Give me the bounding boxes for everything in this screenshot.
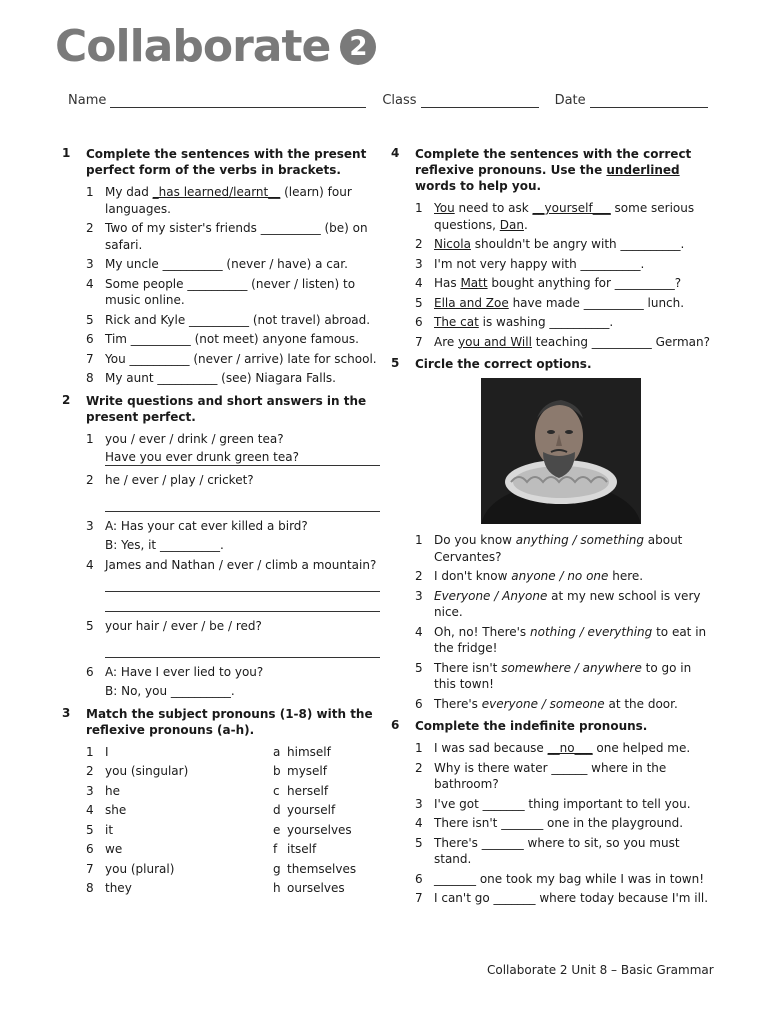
item-number: 6 bbox=[86, 842, 94, 856]
match-row bbox=[86, 841, 380, 858]
list-item bbox=[415, 815, 711, 832]
match-row bbox=[86, 822, 380, 839]
item-number: 1 bbox=[86, 431, 94, 446]
item-number: 1 bbox=[415, 533, 423, 547]
answer-line[interactable] bbox=[105, 641, 380, 658]
item-text bbox=[105, 664, 380, 700]
item-text: I can't go _______ where today because I'm ill. bbox=[434, 891, 709, 905]
list-item bbox=[415, 200, 711, 233]
exercise-5-items bbox=[415, 532, 711, 712]
list-item bbox=[415, 314, 711, 331]
reflexive-pronoun: himself bbox=[287, 744, 331, 759]
item-text bbox=[434, 588, 711, 621]
item-prompt: James and Nathan / ever / climb a mountain? bbox=[105, 557, 377, 572]
reflexive-pronoun: ourselves bbox=[287, 881, 345, 895]
exercise-5-heading bbox=[391, 356, 711, 372]
item-number: 6 bbox=[415, 871, 423, 886]
item-number: 4 bbox=[86, 803, 94, 817]
item-letter: d bbox=[273, 803, 281, 817]
list-item bbox=[415, 275, 711, 292]
item-text: Tim __________ (not meet) anyone famous. bbox=[105, 332, 359, 346]
cervantes-portrait bbox=[481, 378, 641, 524]
exercise-1-items bbox=[86, 184, 380, 387]
list-item bbox=[86, 664, 380, 700]
exercise-number: 6 bbox=[391, 718, 400, 732]
item-text: My uncle __________ (never / have) a car. bbox=[105, 257, 348, 271]
list-item bbox=[415, 624, 711, 657]
subject-pronoun: it bbox=[105, 822, 114, 837]
underlined-word: The cat bbox=[434, 315, 479, 329]
exercise-6-heading bbox=[391, 718, 711, 734]
item-prompt: your hair / ever / be / red? bbox=[105, 619, 262, 633]
item-number: 3 bbox=[415, 796, 423, 811]
instruction-text: words to help you. bbox=[415, 179, 542, 193]
item-text: I'm not very happy with __________. bbox=[434, 256, 645, 271]
item-text: _______ one took my bag while I was in town! bbox=[434, 871, 705, 886]
list-item bbox=[86, 518, 380, 554]
exercise-2-items bbox=[86, 431, 380, 700]
list-item bbox=[86, 331, 380, 348]
date-label: Date bbox=[554, 93, 586, 108]
list-item bbox=[415, 588, 711, 621]
item-text-post: to go in this town! bbox=[434, 660, 692, 691]
example-answer: Have you ever drunk green tea? bbox=[105, 450, 299, 464]
underlined-word: Dan bbox=[499, 217, 524, 232]
list-item bbox=[415, 740, 711, 757]
item-number: 5 bbox=[86, 822, 94, 837]
item-text: Why is there water ______ where in the bathroom? bbox=[434, 760, 667, 791]
name-label: Name bbox=[68, 93, 107, 108]
item-text bbox=[434, 532, 711, 565]
list-item bbox=[415, 660, 711, 693]
item-text bbox=[434, 275, 711, 292]
item-text-post: to eat in the fridge! bbox=[434, 624, 707, 655]
example-answer: __yourself___ bbox=[532, 201, 611, 215]
list-item bbox=[415, 295, 711, 312]
item-number: 3 bbox=[86, 783, 94, 798]
reflexive-pronoun: itself bbox=[287, 842, 317, 856]
item-text: There isn't _______ one in the playground. bbox=[434, 816, 684, 830]
match-row bbox=[86, 744, 380, 761]
item-number: 2 bbox=[415, 760, 423, 775]
item-text bbox=[105, 618, 380, 661]
reflexive-pronoun: yourselves bbox=[287, 822, 352, 837]
item-text bbox=[434, 660, 711, 693]
item-text: Rick and Kyle __________ (not travel) abroad. bbox=[105, 312, 371, 327]
item-letter: b bbox=[273, 764, 281, 778]
list-item bbox=[86, 472, 380, 515]
option-choice[interactable]: Everyone / Anyone bbox=[434, 588, 548, 603]
match-row bbox=[86, 763, 380, 780]
list-item bbox=[415, 236, 711, 253]
item-number: 8 bbox=[86, 371, 94, 385]
item-text-post: shouldn't be angry with __________. bbox=[470, 237, 685, 251]
item-number: 2 bbox=[415, 569, 423, 583]
list-item bbox=[415, 256, 711, 273]
logo-level-badge: 2 bbox=[340, 29, 376, 65]
item-number: 5 bbox=[86, 312, 94, 327]
item-text bbox=[434, 624, 711, 657]
item-text: There's _______ where to sit, so you must stand. bbox=[434, 835, 680, 866]
date-field[interactable] bbox=[590, 93, 708, 108]
list-item bbox=[415, 532, 711, 565]
item-text: My aunt __________ (see) Niagara Falls. bbox=[105, 371, 336, 385]
option-choice[interactable]: everyone / someone bbox=[481, 696, 605, 711]
item-text-post: teaching __________ German? bbox=[531, 334, 711, 349]
item-number: 1 bbox=[415, 201, 423, 215]
item-text-post: have made __________ lunch. bbox=[508, 295, 685, 310]
item-letter: c bbox=[273, 783, 280, 798]
underlined-word: Ella and Zoe bbox=[434, 295, 509, 310]
item-text-post: is washing __________. bbox=[478, 315, 614, 329]
item-number: 7 bbox=[415, 891, 423, 905]
item-text-post: about Cervantes? bbox=[434, 533, 683, 564]
exercise-number: 5 bbox=[391, 356, 400, 370]
item-number: 4 bbox=[415, 816, 423, 830]
reflexive-pronoun: herself bbox=[287, 783, 329, 798]
list-item bbox=[86, 276, 380, 309]
item-number: 4 bbox=[86, 557, 94, 572]
example-answer: __no___ bbox=[547, 741, 593, 755]
underlined-word: Nicola bbox=[434, 237, 471, 251]
item-letter: f bbox=[273, 842, 278, 856]
item-text-pre: Are bbox=[434, 334, 459, 349]
option-choice[interactable]: nothing / everything bbox=[530, 624, 653, 639]
list-item bbox=[415, 760, 711, 793]
portrait-illustration bbox=[481, 378, 641, 524]
item-number: 5 bbox=[415, 660, 423, 675]
item-number: 2 bbox=[415, 237, 423, 251]
option-choice[interactable]: somewhere / anywhere bbox=[501, 660, 642, 675]
list-item bbox=[86, 220, 380, 253]
item-text-post: (learn) four languages. bbox=[105, 185, 352, 216]
item-text bbox=[105, 557, 380, 616]
item-prompt: A: Has your cat ever killed a bird? bbox=[105, 518, 308, 533]
match-row bbox=[86, 802, 380, 819]
list-item bbox=[86, 312, 380, 329]
answer-line[interactable] bbox=[105, 575, 380, 592]
list-item bbox=[415, 890, 711, 907]
exercise-number: 2 bbox=[62, 392, 71, 407]
match-row bbox=[86, 880, 380, 897]
item-prompt: A: Have I ever lied to you? bbox=[105, 664, 264, 679]
item-text-post: at the door. bbox=[604, 696, 678, 711]
instruction-text: Complete the sentences with the correct reflexive pronouns. Use the bbox=[415, 147, 692, 177]
item-text: I've got _______ thing important to tell you. bbox=[434, 796, 691, 811]
exercise-instruction: Circle the correct options. bbox=[415, 357, 592, 371]
exercise-instruction: Complete the indefinite pronouns. bbox=[415, 719, 648, 733]
item-text bbox=[434, 740, 711, 757]
item-number: 6 bbox=[86, 664, 94, 679]
exercise-4-heading bbox=[391, 146, 711, 194]
left-column bbox=[62, 146, 380, 903]
answer-line[interactable] bbox=[105, 449, 380, 466]
item-reply: B: Yes, it __________. bbox=[105, 538, 224, 552]
item-number: 5 bbox=[415, 295, 423, 310]
subject-pronoun: you (plural) bbox=[105, 861, 175, 876]
instruction-underlined: underlined bbox=[606, 163, 680, 177]
item-text-mid: need to ask bbox=[454, 201, 533, 215]
item-number: 5 bbox=[86, 619, 94, 633]
item-text bbox=[434, 696, 711, 713]
item-number: 2 bbox=[86, 473, 94, 487]
match-row bbox=[86, 783, 380, 800]
item-text-pre: Do you know bbox=[434, 533, 516, 547]
list-item bbox=[415, 835, 711, 868]
item-text bbox=[434, 568, 711, 585]
item-letter: h bbox=[273, 881, 281, 895]
item-text-post: at my new school is very nice. bbox=[434, 588, 701, 619]
item-number: 3 bbox=[86, 518, 94, 533]
item-text-pre: Has bbox=[434, 276, 461, 290]
name-field[interactable] bbox=[110, 93, 366, 108]
match-row bbox=[86, 861, 380, 878]
list-item bbox=[86, 351, 380, 368]
exercise-number: 1 bbox=[62, 146, 71, 160]
page-footer: Collaborate 2 Unit 8 – Basic Grammar bbox=[487, 963, 714, 977]
item-number: 6 bbox=[415, 696, 423, 711]
item-letter: a bbox=[273, 744, 281, 759]
item-number: 1 bbox=[86, 185, 94, 199]
item-number: 7 bbox=[86, 351, 94, 366]
item-letter: e bbox=[273, 822, 281, 837]
item-number: 7 bbox=[86, 861, 94, 876]
item-text-pre: There isn't bbox=[434, 660, 502, 675]
list-item bbox=[86, 370, 380, 387]
item-reply: B: No, you __________. bbox=[105, 684, 235, 698]
item-number: 6 bbox=[86, 332, 94, 346]
item-text-pre: There's bbox=[434, 696, 482, 711]
list-item bbox=[415, 871, 711, 888]
logo-text: Collaborate bbox=[55, 21, 331, 72]
subject-pronoun: he bbox=[105, 783, 120, 798]
logo bbox=[55, 22, 376, 72]
item-text-post: some serious questions, bbox=[434, 201, 695, 232]
item-text bbox=[434, 236, 711, 253]
exercise-6-items bbox=[415, 740, 711, 907]
reflexive-pronoun: yourself bbox=[287, 803, 336, 817]
item-prompt: he / ever / play / cricket? bbox=[105, 473, 254, 487]
option-choice[interactable]: anything / something bbox=[515, 533, 644, 547]
item-number: 3 bbox=[415, 588, 423, 603]
list-item bbox=[415, 796, 711, 813]
reflexive-pronoun: myself bbox=[287, 764, 327, 778]
item-text bbox=[105, 431, 380, 470]
list-item bbox=[86, 184, 380, 217]
subject-pronoun: she bbox=[105, 803, 127, 817]
exercise-instruction: Match the subject pronouns (1-8) with the reflexive pronouns (a-h). bbox=[86, 706, 373, 737]
exercise-4-items bbox=[415, 200, 711, 350]
item-text bbox=[434, 314, 711, 331]
item-number: 1 bbox=[86, 744, 94, 759]
exercise-instruction: Write questions and short answers in the present perfect. bbox=[86, 393, 367, 424]
item-text-post: bought anything for __________? bbox=[487, 276, 682, 290]
list-item bbox=[86, 557, 380, 616]
exercise-1-heading bbox=[62, 146, 380, 178]
item-text bbox=[105, 184, 380, 217]
exercise-2-heading bbox=[62, 393, 380, 425]
item-text bbox=[434, 295, 711, 312]
exercise-instruction bbox=[415, 146, 711, 194]
list-item bbox=[415, 334, 711, 351]
underlined-word: you and Will bbox=[458, 334, 532, 349]
item-text-post: here. bbox=[608, 569, 644, 583]
subject-pronoun: you (singular) bbox=[105, 764, 189, 778]
list-item bbox=[86, 618, 380, 661]
item-text bbox=[105, 472, 380, 515]
subject-pronoun: I bbox=[105, 744, 109, 759]
underlined-word: You bbox=[434, 201, 455, 215]
item-number: 2 bbox=[86, 764, 94, 778]
exercise-instruction: Complete the sentences with the present perfect form of the verbs in brackets. bbox=[86, 147, 367, 177]
item-text bbox=[105, 518, 380, 554]
subject-pronoun: they bbox=[105, 881, 132, 895]
item-number: 8 bbox=[86, 881, 94, 895]
class-field[interactable] bbox=[421, 93, 539, 108]
item-text-end: . bbox=[523, 217, 528, 232]
class-label: Class bbox=[382, 93, 417, 108]
item-text bbox=[434, 200, 711, 233]
item-text: You __________ (never / arrive) late for school. bbox=[105, 351, 377, 366]
item-text bbox=[434, 334, 711, 351]
list-item bbox=[415, 568, 711, 585]
answer-line[interactable] bbox=[105, 595, 380, 612]
list-item bbox=[86, 431, 380, 470]
item-letter: g bbox=[273, 861, 281, 876]
item-number: 3 bbox=[415, 256, 423, 271]
item-text: Some people __________ (never / listen) to music online. bbox=[105, 276, 356, 307]
reflexive-pronoun: themselves bbox=[287, 861, 357, 876]
subject-pronoun: we bbox=[105, 842, 123, 856]
item-number: 5 bbox=[415, 835, 423, 850]
item-number: 1 bbox=[415, 741, 423, 755]
item-prompt: you / ever / drink / green tea? bbox=[105, 431, 284, 446]
exercise-number: 3 bbox=[62, 705, 71, 720]
answer-line[interactable] bbox=[105, 495, 380, 512]
item-number: 6 bbox=[415, 315, 423, 329]
item-text-pre: I was sad because bbox=[434, 741, 548, 755]
item-number: 4 bbox=[415, 624, 423, 639]
underlined-word: Matt bbox=[460, 276, 488, 290]
item-text: Two of my sister's friends __________ (be) on safari. bbox=[105, 221, 368, 252]
item-text-pre: I don't know bbox=[434, 569, 512, 583]
list-item bbox=[415, 696, 711, 713]
item-number: 2 bbox=[86, 221, 94, 235]
exercise-number: 4 bbox=[391, 146, 400, 160]
item-number: 3 bbox=[86, 257, 94, 271]
item-text-post: one helped me. bbox=[592, 741, 691, 755]
item-text-pre: My dad bbox=[105, 185, 153, 199]
example-answer: _has learned/learnt__ bbox=[152, 185, 281, 199]
exercise-3-match-table bbox=[86, 744, 380, 897]
option-choice[interactable]: anyone / no one bbox=[511, 569, 609, 583]
item-number: 4 bbox=[415, 276, 423, 290]
item-number: 4 bbox=[86, 276, 94, 291]
list-item bbox=[86, 256, 380, 273]
item-number: 7 bbox=[415, 334, 423, 349]
right-column bbox=[391, 146, 711, 913]
item-text-pre: Oh, no! There's bbox=[434, 624, 530, 639]
student-info-row bbox=[68, 93, 708, 108]
exercise-3-heading bbox=[62, 706, 380, 738]
